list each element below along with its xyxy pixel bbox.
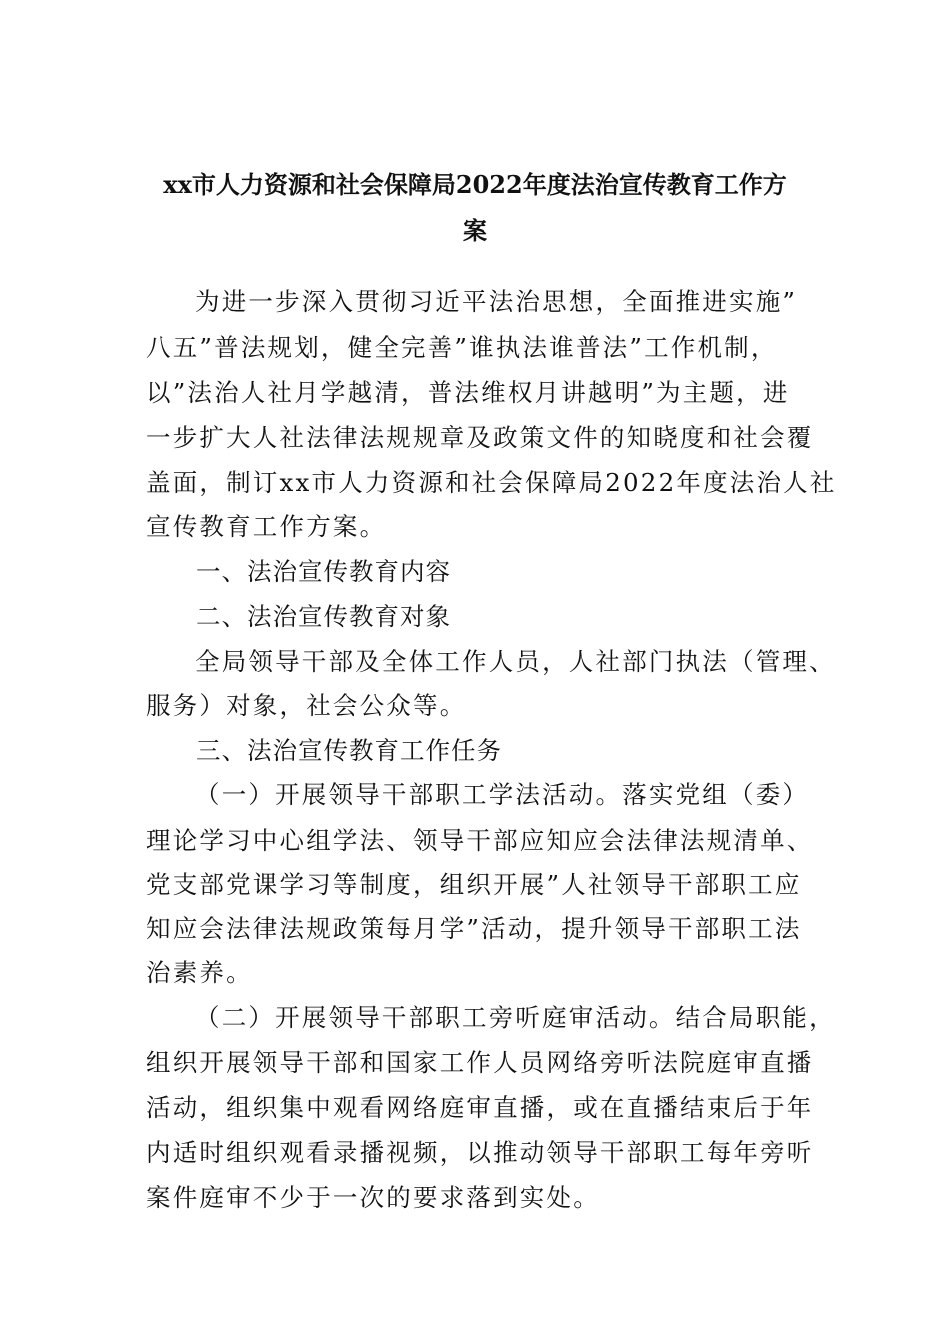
task1-line-3: 党支部党课学习等制度，组织开展”人社领导干部职工应 xyxy=(146,870,802,899)
task1-line-2: 理论学习中心组学法、领导干部应知应会法律法规清单、 xyxy=(146,826,814,855)
task2-line-5: 案件庭审不少于一次的要求落到实处。 xyxy=(146,1183,600,1212)
task1-line-1: （一）开展领导干部职工学法活动。落实党组（委） xyxy=(195,780,810,809)
task2-line-4: 内适时组织观看录播视频，以推动领导干部职工每年旁听 xyxy=(146,1138,814,1167)
task1-line-4: 知应会法律法规政策每月学”活动，提升领导干部职工法 xyxy=(146,914,802,943)
intro-line-5: 盖面，制订xx市人力资源和社会保障局2022年度法治人社 xyxy=(146,468,837,497)
title-line-1: xx市人力资源和社会保障局2022年度法治宣传教育工作方 xyxy=(163,170,787,199)
section-heading-2: 二、法治宣传教育对象 xyxy=(196,602,451,631)
task2-line-1: （二）开展领导干部职工旁听庭审活动。结合局职能， xyxy=(195,1003,836,1032)
document-title xyxy=(135,162,815,254)
section2-line-2: 服务）对象，社会公众等。 xyxy=(146,691,467,720)
section-heading-3: 三、法治宣传教育工作任务 xyxy=(196,736,502,765)
task2-line-3: 活动，组织集中观看网络庭审直播，或在直播结束后于年 xyxy=(146,1093,814,1122)
section2-line-1: 全局领导干部及全体工作人员，人社部门执法（管理、 xyxy=(195,647,836,676)
intro-line-3: 以”法治人社月学越清，普法维权月讲越明”为主题，进 xyxy=(146,378,790,407)
section-heading-1: 一、法治宣传教育内容 xyxy=(196,557,451,586)
intro-line-1: 为进一步深入贯彻习近平法治思想，全面推进实施” xyxy=(195,287,798,316)
intro-line-6: 宣传教育工作方案。 xyxy=(146,512,387,541)
task2-line-2: 组织开展领导干部和国家工作人员网络旁听法院庭审直播 xyxy=(146,1048,814,1077)
intro-line-2: 八五”普法规划，健全完善”谁执法谁普法”工作机制， xyxy=(146,333,778,362)
intro-line-4: 一步扩大人社法律法规规章及政策文件的知晓度和社会覆 xyxy=(146,423,814,452)
title-line-2: 案 xyxy=(463,216,487,245)
task1-line-5: 治素养。 xyxy=(146,958,253,987)
